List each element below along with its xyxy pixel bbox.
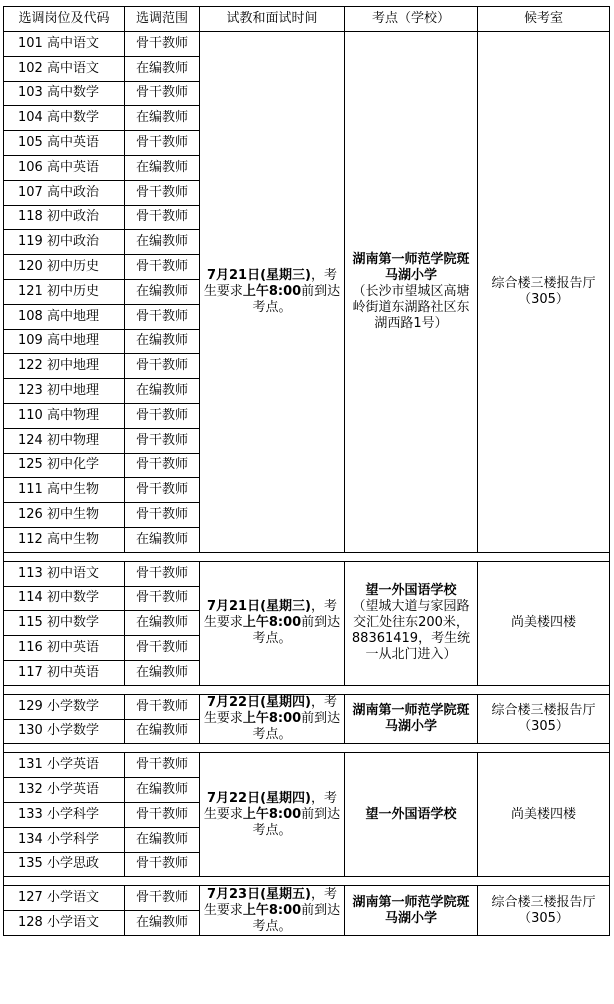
position-cell: 134 小学科学: [4, 827, 125, 852]
position-cell: 126 初中生物: [4, 503, 125, 528]
time-date: 7月22日(星期四): [206, 695, 311, 711]
position-cell: 112 高中生物: [4, 527, 125, 552]
header-time: 试教和面试时间: [200, 7, 345, 32]
separator-cell: [4, 744, 610, 753]
time-tail: 前到达考点。: [252, 283, 341, 315]
scope-cell: 骨干教师: [125, 453, 200, 478]
scope-cell: 骨干教师: [125, 503, 200, 528]
school-cell: [345, 886, 478, 936]
scope-cell: 骨干教师: [125, 586, 200, 611]
time-arrival: 上午8:00: [242, 806, 302, 822]
position-cell: 135 小学思政: [4, 852, 125, 877]
position-cell: 119 初中政治: [4, 230, 125, 255]
time-cell: [200, 32, 345, 553]
time-arrival: 上午8:00: [242, 902, 302, 918]
schedule-body: [4, 32, 610, 936]
position-cell: 127 小学语文: [4, 886, 125, 911]
school-cell: [345, 561, 478, 685]
separator-cell: [4, 685, 610, 694]
position-cell: 128 小学语文: [4, 911, 125, 936]
position-cell: 115 初中数学: [4, 611, 125, 636]
school-name: 湖南第一师范学院斑马湖小学: [352, 703, 470, 735]
position-cell: 101 高中语文: [4, 32, 125, 57]
school-cell: [345, 32, 478, 553]
time-requirement: ，考生要求: [203, 790, 338, 822]
scope-cell: 在编教师: [125, 611, 200, 636]
scope-cell: 骨干教师: [125, 255, 200, 280]
scope-cell: 骨干教师: [125, 561, 200, 586]
position-cell: 116 初中英语: [4, 636, 125, 661]
position-cell: 120 初中历史: [4, 255, 125, 280]
position-cell: 124 初中物理: [4, 428, 125, 453]
time-cell: [200, 753, 345, 877]
table-row: [4, 694, 610, 719]
scope-cell: 在编教师: [125, 230, 200, 255]
scope-cell: 在编教师: [125, 911, 200, 936]
table-row: [4, 886, 610, 911]
header-row: [4, 7, 610, 32]
scope-cell: 骨干教师: [125, 32, 200, 57]
school-address: （长沙市望城区高塘岭街道东湖路社区东湖西路1号）: [352, 283, 470, 331]
scope-cell: 骨干教师: [125, 478, 200, 503]
table-row: [4, 32, 610, 57]
position-cell: 131 小学英语: [4, 753, 125, 778]
scope-cell: 在编教师: [125, 719, 200, 744]
position-cell: 130 小学数学: [4, 719, 125, 744]
scope-cell: 在编教师: [125, 527, 200, 552]
position-cell: 122 初中地理: [4, 354, 125, 379]
position-cell: 111 高中生物: [4, 478, 125, 503]
position-cell: 110 高中物理: [4, 403, 125, 428]
waiting-room-cell: 综合楼三楼报告厅（305）: [478, 32, 610, 553]
scope-cell: 骨干教师: [125, 81, 200, 106]
school-cell: [345, 694, 478, 744]
time-requirement: ，考生要求: [203, 695, 338, 727]
scope-cell: 在编教师: [125, 827, 200, 852]
position-cell: 102 高中语文: [4, 56, 125, 81]
time-date: 7月21日(星期三): [206, 267, 311, 283]
scope-cell: 骨干教师: [125, 694, 200, 719]
scope-cell: 在编教师: [125, 56, 200, 81]
waiting-room-cell: 综合楼三楼报告厅（305）: [478, 694, 610, 744]
waiting-room-cell: 尚美楼四楼: [478, 753, 610, 877]
interview-schedule-table: [3, 6, 610, 936]
scope-cell: 骨干教师: [125, 886, 200, 911]
group-separator: [4, 877, 610, 886]
scope-cell: 在编教师: [125, 106, 200, 131]
time-cell: [200, 886, 345, 936]
scope-cell: 在编教师: [125, 329, 200, 354]
position-cell: 114 初中数学: [4, 586, 125, 611]
school-name: 望一外国语学校: [365, 806, 457, 822]
time-arrival: 上午8:00: [242, 283, 302, 299]
time-requirement: ，考生要求: [203, 886, 338, 918]
time-date: 7月23日(星期五): [206, 886, 311, 902]
scope-cell: 在编教师: [125, 660, 200, 685]
scope-cell: 骨干教师: [125, 205, 200, 230]
position-cell: 105 高中英语: [4, 131, 125, 156]
position-cell: 121 初中历史: [4, 279, 125, 304]
time-tail: 前到达考点。: [252, 902, 341, 934]
separator-cell: [4, 877, 610, 886]
scope-cell: 骨干教师: [125, 131, 200, 156]
scope-cell: 在编教师: [125, 279, 200, 304]
header-position: 选调岗位及代码: [4, 7, 125, 32]
position-cell: 103 高中数学: [4, 81, 125, 106]
position-cell: 125 初中化学: [4, 453, 125, 478]
scope-cell: 在编教师: [125, 778, 200, 803]
scope-cell: 骨干教师: [125, 636, 200, 661]
time-cell: [200, 561, 345, 685]
scope-cell: 骨干教师: [125, 403, 200, 428]
group-separator: [4, 685, 610, 694]
position-cell: 108 高中地理: [4, 304, 125, 329]
position-cell: 117 初中英语: [4, 660, 125, 685]
time-arrival: 上午8:00: [242, 711, 302, 727]
time-cell: [200, 694, 345, 744]
school-name: 湖南第一师范学院斑马湖小学: [352, 251, 470, 283]
position-cell: 133 小学科学: [4, 802, 125, 827]
table-row: [4, 753, 610, 778]
scope-cell: 骨干教师: [125, 852, 200, 877]
school-address: （望城大道与家园路交汇处往东200米，88361419，考生统一从北门进入）: [351, 599, 471, 663]
position-cell: 123 初中地理: [4, 379, 125, 404]
waiting-room-cell: 综合楼三楼报告厅（305）: [478, 886, 610, 936]
time-arrival: 上午8:00: [242, 615, 302, 631]
group-separator: [4, 552, 610, 561]
scope-cell: 在编教师: [125, 379, 200, 404]
position-cell: 118 初中政治: [4, 205, 125, 230]
position-cell: 106 高中英语: [4, 155, 125, 180]
position-cell: 132 小学英语: [4, 778, 125, 803]
school-name: 望一外国语学校: [365, 583, 457, 599]
table-row: [4, 561, 610, 586]
position-cell: 113 初中语文: [4, 561, 125, 586]
position-cell: 104 高中数学: [4, 106, 125, 131]
scope-cell: 骨干教师: [125, 180, 200, 205]
scope-cell: 骨干教师: [125, 802, 200, 827]
time-tail: 前到达考点。: [252, 711, 341, 743]
time-date: 7月21日(星期三): [206, 599, 311, 615]
header-waiting-room: 候考室: [478, 7, 610, 32]
header-scope: 选调范围: [125, 7, 200, 32]
time-requirement: ，考生要求: [203, 599, 338, 631]
scope-cell: 骨干教师: [125, 428, 200, 453]
scope-cell: 在编教师: [125, 155, 200, 180]
position-cell: 129 小学数学: [4, 694, 125, 719]
time-requirement: ，考生要求: [203, 267, 338, 299]
header-school: 考点（学校）: [345, 7, 478, 32]
school-name: 湖南第一师范学院斑马湖小学: [352, 894, 470, 926]
time-tail: 前到达考点。: [252, 615, 341, 647]
position-cell: 107 高中政治: [4, 180, 125, 205]
position-cell: 109 高中地理: [4, 329, 125, 354]
group-separator: [4, 744, 610, 753]
school-cell: [345, 753, 478, 877]
waiting-room-cell: 尚美楼四楼: [478, 561, 610, 685]
separator-cell: [4, 552, 610, 561]
time-date: 7月22日(星期四): [206, 790, 311, 806]
scope-cell: 骨干教师: [125, 753, 200, 778]
time-tail: 前到达考点。: [252, 806, 341, 838]
scope-cell: 骨干教师: [125, 304, 200, 329]
scope-cell: 骨干教师: [125, 354, 200, 379]
